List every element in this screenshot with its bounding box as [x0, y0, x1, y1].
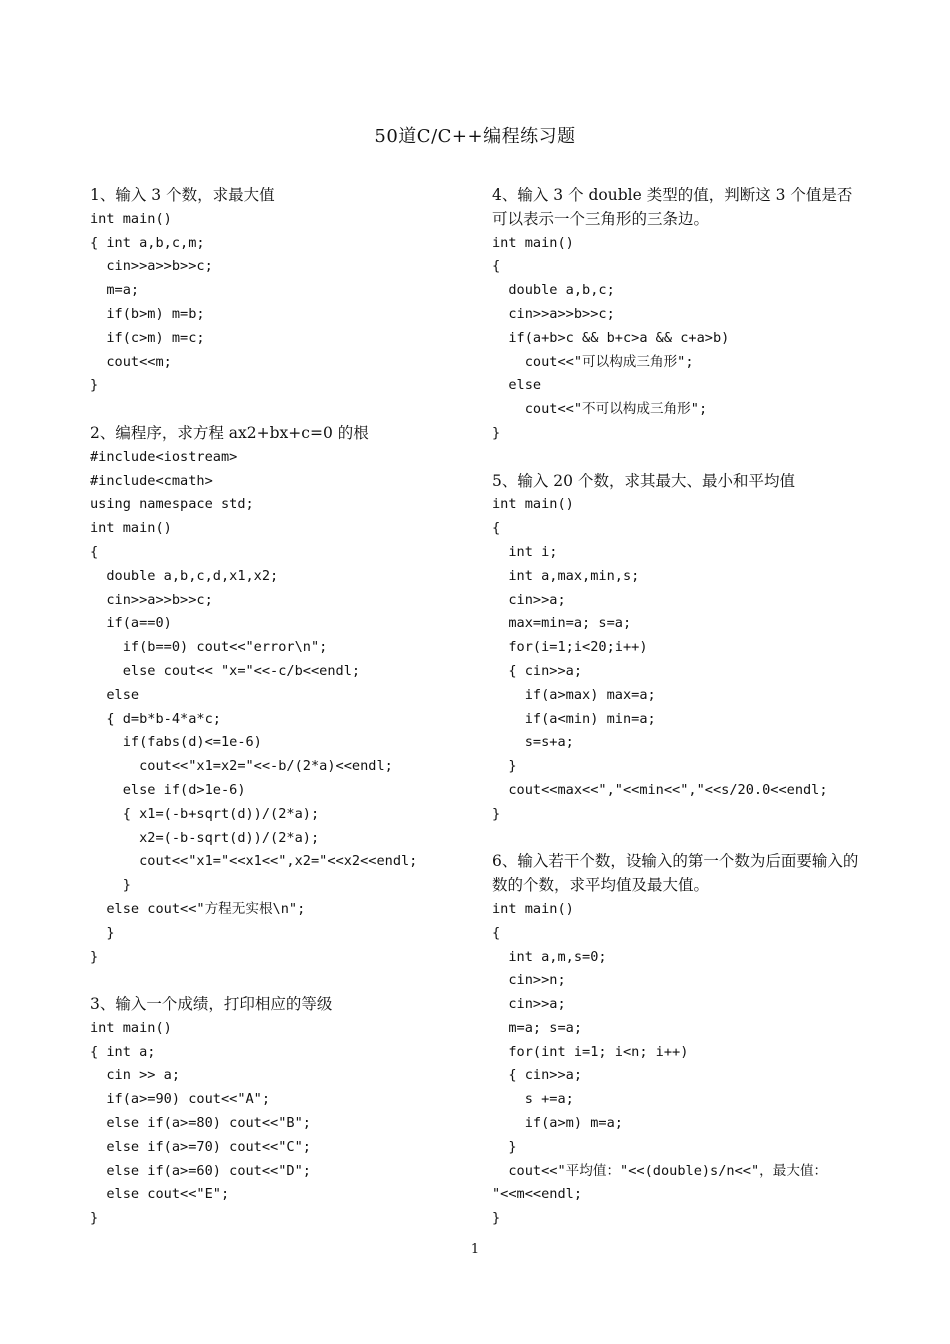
left-column — [90, 184, 462, 1255]
code-line: { d=b*b-4*a*c; — [90, 710, 221, 727]
code-line: cin>>n; — [492, 972, 566, 989]
code-line: int i; — [492, 543, 558, 560]
code-line: { x1=(-b+sqrt(d))/(2*a); — [90, 805, 320, 822]
code-line: #include<iostream> — [90, 448, 238, 465]
code-block — [492, 232, 864, 446]
page-title: 50道C/C++编程练习题 — [374, 126, 576, 147]
code-block — [90, 446, 462, 970]
problem-section — [90, 184, 462, 398]
code-line: cin>>a>>b>>c; — [90, 258, 213, 275]
code-line: { — [90, 543, 99, 560]
problem-heading: 6、输入若干个数，设输入的第一个数为后面要输入的数的个数，求平均值及最大值。 — [492, 852, 859, 895]
code-line: s +=a; — [492, 1091, 574, 1108]
code-line: x2=(-b-sqrt(d))/(2*a); — [90, 829, 320, 846]
code-line: int main() — [492, 234, 574, 251]
code-line: int main() — [90, 1019, 172, 1036]
problem-section — [492, 470, 864, 827]
code-line: } — [492, 1210, 501, 1227]
code-line: if(b>m) m=b; — [90, 305, 205, 322]
code-line: if(a==0) — [90, 615, 172, 632]
code-line: { — [492, 520, 501, 537]
code-line: else if(a>=80) cout<<"B"; — [90, 1115, 311, 1132]
problem-section — [90, 422, 462, 969]
code-line: cout<<"x1=x2="<<-b/(2*a)<<endl; — [90, 758, 393, 775]
code-line: m=a; — [90, 282, 140, 299]
code-line: } — [90, 924, 115, 941]
code-line: if(b==0) cout<<"error\n"; — [90, 639, 328, 656]
code-line: { — [492, 258, 501, 275]
code-line: cout<<m; — [90, 353, 172, 370]
code-line: else — [492, 377, 542, 394]
code-line: } — [492, 1138, 517, 1155]
code-line: if(a>=90) cout<<"A"; — [90, 1091, 271, 1108]
code-line: { cin>>a; — [492, 1067, 583, 1084]
code-line: cin>>a; — [492, 591, 566, 608]
page-number: 1 — [470, 1242, 480, 1257]
code-line: cin>>a>>b>>c; — [90, 591, 213, 608]
code-line: int main() — [492, 900, 574, 917]
problem-heading: 1、输入 3 个数，求最大值 — [90, 186, 275, 204]
code-line: "<<m<<endl; — [492, 1186, 583, 1203]
code-line: } — [492, 424, 501, 441]
code-line: int main() — [90, 520, 172, 537]
code-line: int main() — [492, 496, 574, 513]
code-line: if(a>max) max=a; — [492, 686, 656, 703]
code-line: { cin>>a; — [492, 662, 583, 679]
code-line: } — [492, 805, 501, 822]
code-block — [492, 493, 864, 826]
problem-section — [492, 850, 864, 1231]
code-line: if(a<min) min=a; — [492, 710, 656, 727]
code-line: else cout<<"E"; — [90, 1186, 230, 1203]
code-line: max=min=a; s=a; — [492, 615, 632, 632]
code-line: if(a+b>c && b+c>a && c+a>b) — [492, 329, 730, 346]
code-line: cin>>a; — [492, 996, 566, 1013]
code-line: { — [492, 924, 501, 941]
code-line: cout<<"x1="<<x1<<",x2="<<x2<<endl; — [90, 853, 418, 870]
code-line: int a,m,s=0; — [492, 948, 607, 965]
code-line: else cout<< "x="<<-c/b<<endl; — [90, 662, 361, 679]
code-line: cin >> a; — [90, 1067, 181, 1084]
code-line: m=a; s=a; — [492, 1019, 583, 1036]
code-line: else if(d>1e-6) — [90, 781, 246, 798]
code-block — [492, 898, 864, 1231]
code-line: else if(a>=70) cout<<"C"; — [90, 1138, 311, 1155]
code-line: if(fabs(d)<=1e-6) — [90, 734, 262, 751]
code-line: using namespace std; — [90, 496, 254, 513]
code-line: double a,b,c,d,x1,x2; — [90, 567, 279, 584]
code-line: cout<<max<<","<<min<<","<<s/20.0<<endl; — [492, 781, 828, 798]
code-line: cout<<"平均值："<<(double)s/n<<"，最大值： — [492, 1162, 828, 1179]
code-line: if(a>m) m=a; — [492, 1115, 623, 1132]
code-line: { int a; — [90, 1043, 156, 1060]
code-line: cout<<"可以构成三角形"; — [492, 353, 694, 370]
code-line: s=s+a; — [492, 734, 574, 751]
code-block — [90, 208, 462, 398]
code-line: cout<<"不可以构成三角形"; — [492, 401, 708, 418]
code-block — [90, 1017, 462, 1231]
problem-heading: 5、输入 20 个数，求其最大、最小和平均值 — [492, 471, 795, 490]
code-line: } — [90, 948, 99, 965]
problem-section — [492, 184, 864, 446]
code-line: } — [90, 377, 99, 394]
problem-heading: 2、编程序，求方程 ax2+bx+c=0 的根 — [90, 423, 369, 442]
code-line: if(c>m) m=c; — [90, 329, 205, 346]
code-line: else cout<<"方程无实根\n"; — [90, 900, 306, 917]
code-line: for(int i=1; i<n; i++) — [492, 1043, 689, 1060]
code-line: int main() — [90, 210, 172, 227]
code-line: } — [90, 1210, 99, 1227]
right-column — [492, 184, 864, 1255]
code-line: else if(a>=60) cout<<"D"; — [90, 1162, 311, 1179]
code-line: double a,b,c; — [492, 282, 615, 299]
code-line: } — [90, 877, 131, 894]
problem-heading: 3、输入一个成绩，打印相应的等级 — [90, 995, 333, 1014]
code-line: int a,max,min,s; — [492, 567, 640, 584]
code-line: { int a,b,c,m; — [90, 234, 205, 251]
problem-section — [90, 993, 462, 1231]
code-line: else — [90, 686, 140, 703]
code-line: for(i=1;i<20;i++) — [492, 639, 648, 656]
code-line: } — [492, 758, 517, 775]
code-line: #include<cmath> — [90, 472, 213, 489]
problem-heading: 4、输入 3 个 double 类型的值，判断这 3 个值是否可以表示一个三角形的三条边。 — [492, 186, 853, 228]
code-line: cin>>a>>b>>c; — [492, 305, 615, 322]
